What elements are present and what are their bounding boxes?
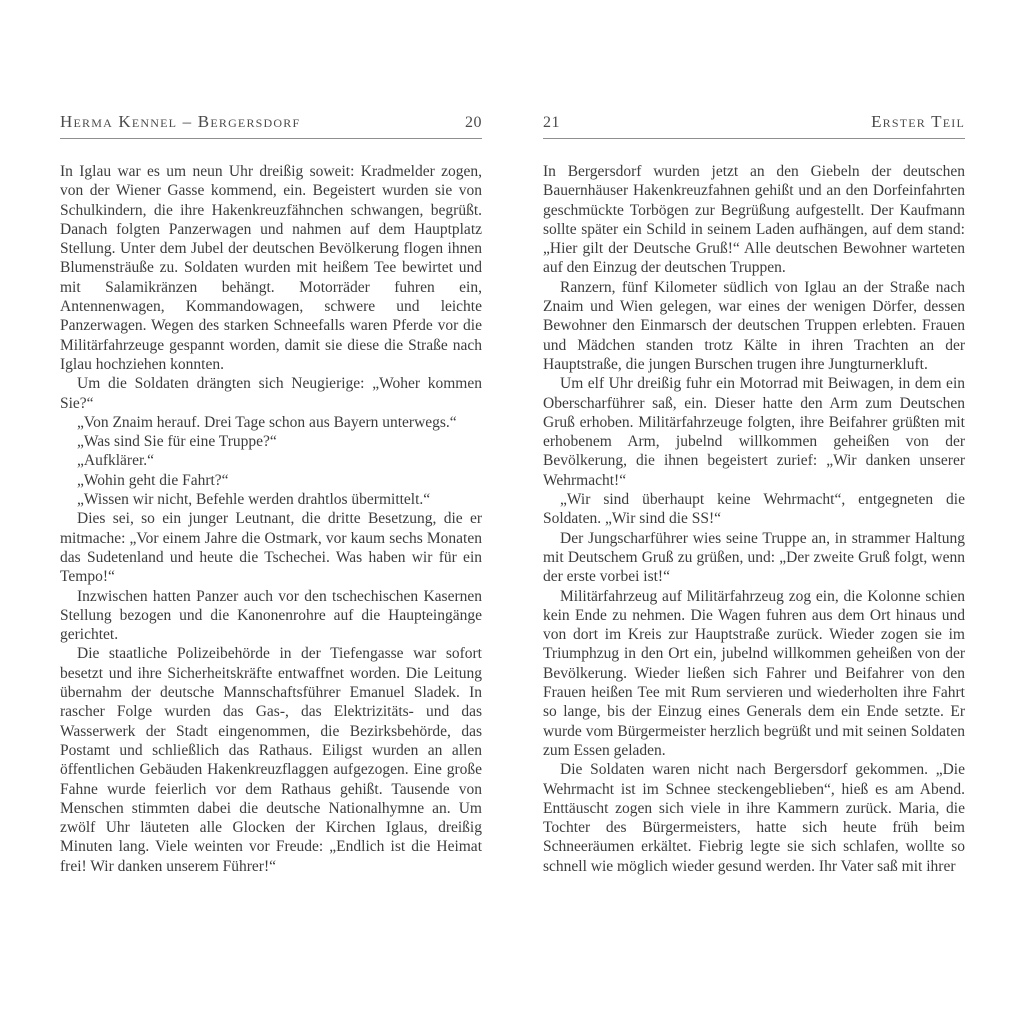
paragraph: Ranzern, fünf Kilometer südlich von Iglau an der Straße nach Znaim und Wien gelegen, war eines der wenigen Dörfer, dessen Bewohner den Einmarsch der deutschen Truppen erlebten. Frauen und Mädchen standen trotz Kälte in ihren Trachten an der Hauptstraße, die jungen Burschen trugen ihre Jungturnerkluft. [543,278,965,373]
body-text-left [60,162,482,876]
paragraph: Die staatliche Polizeibehörde in der Tiefengasse war sofort besetzt und ihre Sicherheitskräfte entwaffnet worden. Die Leitung übernahm der deutsche Mannschaftsführer Emanuel Sladek. In rascher Folge wurden das Gas-, das Elektrizitäts- und das Wasserwerk der Stadt eingenommen, die Bezirksbehörde, das Postamt und schließlich das Rathaus. Eiligst wurden an allen öffentlichen Gebäuden Hakenkreuzflaggen aufgezogen. Eine große Fahne wurde feierlich vor dem Rathaus gehißt. Tausende von Menschen stimmten dabei die deutsche Nationalhymne an. Um zwölf Uhr läuteten alle Glocken der Kirchen Iglaus, dreißig Minuten lang. Viele weinten vor Freude: „Endlich ist die Heimat frei! Wir danken unserem Führer!“ [60,645,482,875]
page-right [543,112,965,876]
page-left [60,112,482,876]
page-number-right: 21 [543,114,560,131]
paragraph: Inzwischen hatten Panzer auch vor den tschechischen Kasernen Stellung bezogen und die Kanonenrohre auf die Haupteingänge gerichtet. [60,587,482,644]
paragraph: In Iglau war es um neun Uhr dreißig soweit: Kradmelder zogen, von der Wiener Gasse kommend, ein. Begeistert wurden sie von Schulkindern, die ihre Hakenkreuzfähnchen schwangen, begrüßt. Danach folgten Panzerwagen und nahmen auf dem Hauptplatz Stellung. Unter dem Jubel der deutschen Bevölkerung flogen ihnen Blumensträuße zu. Soldaten wurden mit heißem Tee bewirtet und mit Salamikränzen behängt. Motorräder fuhren ein, Antennenwagen, Kommandowagen, schwere und leichte Panzerwagen. Wegen des starken Schneefalls waren Pferde vor die Militärfahrzeuge gespannt worden, damit sie diese die Straße nach Iglau hochziehen konnten. [60,163,482,373]
paragraph: Militärfahrzeug auf Militärfahrzeug zog ein, die Kolonne schien kein Ende zu nehmen. Die Wagen fuhren aus dem Ort hinaus und von dort im Kreis zur Hauptstraße zurück. Wieder zogen sie im Triumphzug in den Ort ein, jubelnd willkommen geheißen von der Bevölkerung. Wieder ließen sich Fahrer und Beifahrer von den Frauen heißen Tee mit Rum servieren und wiederholten ihre Fahrt so lange, bis der Einzug eines Generals dem ein Ende setzte. Er wurde vom Bürgermeister herzlich begrüßt und mit seinen Soldaten zum Essen geladen. [543,587,965,759]
paragraph: „Was sind Sie für eine Truppe?“ [77,433,277,451]
header-title-right: Erster Teil [871,112,965,131]
paragraph: Die Soldaten waren nicht nach Bergersdorf gekommen. „Die Wehrmacht ist im Schnee steckengeblieben“, hieß es am Abend. Enttäuscht zogen sich viele in ihre Kammern zurück. Maria, die Tochter des Bürgermeisters, hatte sich heute früh beim Schneeräumen erkältet. Fiebrig legte sie sich schlafen, wollte so schnell wie möglich wieder gesund werden. Ihr Vater saß mit ihrer [543,761,965,875]
running-header-right [543,112,965,133]
paragraph: „Wissen wir nicht, Befehle werden drahtlos übermittelt.“ [77,491,431,509]
body-text-right [543,162,965,876]
header-rule-right [543,138,965,139]
paragraph: Dies sei, so ein junger Leutnant, die dritte Besetzung, die er mitmache: „Vor einem Jahre die Ostmark, vor kaum sechs Monaten das Sudetenland und heute die Tschechei. Was haben wir für ein Tempo!“ [60,510,482,586]
paragraph: Der Jungscharführer wies seine Truppe an, in strammer Haltung mit Deutschem Gruß zu grüßen, und: „Der zweite Gruß folgt, wenn der erste vorbei ist!“ [543,529,965,586]
header-rule-left [60,138,482,139]
running-header-left [60,112,482,133]
paragraph: Um elf Uhr dreißig fuhr ein Motorrad mit Beiwagen, in dem ein Oberscharführer saß, ein. Dieser hatte den Arm zum Deutschen Gruß erhoben. Militärfahrzeuge folgten, ihre Beifahrer grüßten mit erhobenem Arm, jubelnd willkommen geheißen von der Bevölkerung, die ihnen begeistert zurief: „Wir danken unserer Wehrmacht!“ [543,375,965,489]
paragraph: In Bergersdorf wurden jetzt an den Giebeln der deutschen Bauernhäuser Hakenkreuzfahnen gehißt und an den Dorfeinfahrten geschmückte Torbögen zur Begrüßung aufgestellt. Der Kaufmann sollte später ein Schild in seinem Laden aufhängen, auf dem stand: „Hier gilt der Deutsche Gruß!“ Alle deutschen Bewohner warteten auf den Einzug der deutschen Truppen. [543,163,965,277]
paragraph: „Aufklärer.“ [77,452,155,470]
page-number-left: 20 [465,114,482,131]
header-title-left: Herma Kennel – Bergersdorf [60,112,301,131]
paragraph: „Wohin geht die Fahrt?“ [77,471,229,489]
paragraph: „Wir sind überhaupt keine Wehrmacht“, entgegneten die Soldaten. „Wir sind die SS!“ [543,491,965,528]
paragraph: Um die Soldaten drängten sich Neugierige: „Woher kommen Sie?“ [60,375,482,412]
paragraph: „Von Znaim herauf. Drei Tage schon aus Bayern unterwegs.“ [77,413,457,431]
